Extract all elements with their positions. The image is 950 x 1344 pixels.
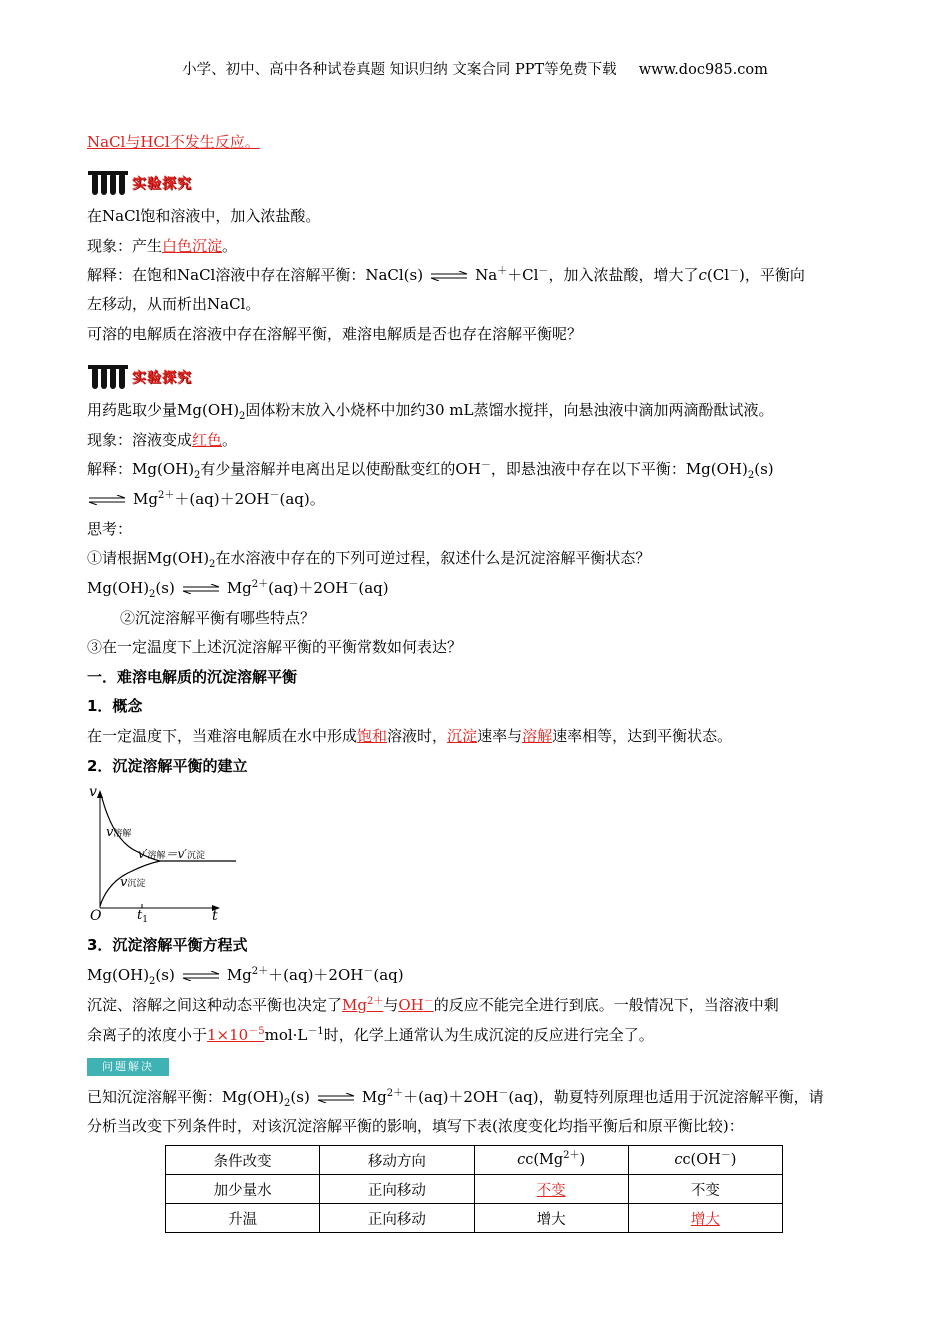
para-1: 在NaCl饱和溶液中，加入浓盐酸。	[87, 207, 321, 225]
badge-title: 实验探究	[132, 176, 192, 192]
question-1: ①请根据$Mg(OH)_2$在水溶液中存在的下列可逆过程，叙述什么是沉淀溶解平衡状态？	[87, 549, 651, 570]
heading-establish: 2．沉淀溶解平衡的建立	[87, 757, 248, 775]
table-row	[166, 1175, 783, 1204]
problem-solving-badge: 问题解决	[87, 1058, 169, 1076]
table-cell: 不变	[628, 1175, 782, 1204]
para-10: 在一定温度下，当难溶电解质在水中形成饱和溶液时，沉淀速率与溶解速率相等，达到平衡状态。	[87, 727, 733, 745]
think-label: 思考：	[87, 520, 133, 538]
question-3: ③在一定温度下上述沉淀溶解平衡的平衡常数如何表达？	[87, 638, 463, 656]
table-header-cell: cc(OH－)	[628, 1146, 782, 1175]
para-13: 已知沉淀溶解平衡：$Mg(OH)_2(s)$ $Mg^{2+}+(aq)+2OH^-(aq)$，勒夏特列原理也适用于沉淀溶解平衡，请	[87, 1088, 824, 1109]
header-text: 小学、初中、高中各种试卷真题 知识归纳 文案合同 PPT等免费下载	[182, 62, 617, 78]
equilibrium-arrow-icon	[181, 584, 221, 594]
table-cell: 加少量水	[166, 1175, 320, 1204]
rate-time-graph	[86, 786, 246, 922]
test-tubes-icon	[88, 169, 128, 197]
heading-concept: 1．概念	[87, 697, 143, 715]
y-axis-arrow	[97, 790, 103, 798]
para-12: 余离子的浓度小于$1\times 10^{-5}mol\cdot L^{-1}$时，化学上通常认为生成沉淀的反应进行完全了。	[87, 1026, 654, 1044]
heading-equation: 3．沉淀溶解平衡方程式	[87, 936, 248, 954]
equilibrium-label: v′溶解＝v′沉淀	[138, 847, 206, 861]
experiment-badge-1	[88, 168, 192, 198]
equilibrium-arrow-icon	[316, 1093, 356, 1103]
table-cell: 升温	[166, 1204, 320, 1233]
badge-title: 实验探究	[132, 370, 192, 386]
para-7: 现象：溶液变成红色。	[87, 431, 238, 449]
table-header-cell: 条件改变	[166, 1146, 320, 1175]
para-6: 用药匙取少量$Mg(OH)_2$固体粉末放入小烧杯中加约30 mL蒸馏水搅拌，向悬浊液中滴加两滴酚酞试液。	[87, 401, 774, 422]
equation-2: $Mg(OH)_2(s)$ $Mg^{2+}+(aq)+2OH^-(aq)$	[87, 966, 404, 987]
table-cell: 不变	[474, 1175, 628, 1204]
table-header-cell: $cc(Mg^{2+})$	[474, 1146, 628, 1175]
origin-label: O	[90, 908, 102, 922]
para-5: 可溶的电解质在溶液中存在溶解平衡，难溶电解质是否也存在溶解平衡呢？	[87, 325, 583, 343]
table-cell: 正向移动	[320, 1175, 474, 1204]
test-tubes-icon	[88, 363, 128, 391]
equilibrium-arrow-icon	[429, 271, 469, 281]
equilibrium-table	[165, 1145, 783, 1233]
t-axis-label: t	[212, 908, 218, 922]
equation-1: $Mg(OH)_2(s)$ $Mg^{2+}(aq)+2OH^-(aq)$	[87, 579, 389, 600]
para-8: 解释：$Mg(OH)_2$有少量溶解并电离出足以使酚酞变红的OH－，即悬浊液中存在以下平衡：$Mg(OH)_2(s)$	[87, 460, 774, 481]
table-header-cell: 移动方向	[320, 1146, 474, 1175]
para-4: 左移动，从而析出NaCl。	[87, 295, 261, 313]
t1-label: $t_1$	[137, 908, 148, 922]
v-dissolve-label: v溶解	[106, 825, 132, 840]
experiment-badge-2	[88, 362, 192, 392]
page-header	[0, 58, 950, 79]
line-nacl-hcl: NaCl与HCl不发生反应。	[87, 133, 260, 151]
table-cell: 增大	[474, 1204, 628, 1233]
header-url[interactable]: www.doc985.com	[638, 62, 768, 78]
para-14: 分析当改变下列条件时，对该沉淀溶解平衡的影响，填写下表(浓度变化均指平衡后和原平衡比较)：	[87, 1117, 744, 1135]
heading-1: 一．难溶电解质的沉淀溶解平衡	[87, 668, 298, 686]
question-2: ②沉淀溶解平衡有哪些特点？	[120, 609, 316, 627]
para-9: $Mg^{2+}+(aq)+2OH^-(aq)$。	[87, 489, 325, 509]
equilibrium-arrow-icon	[87, 495, 127, 505]
v-axis-label: v	[89, 786, 97, 800]
table-header-row	[166, 1146, 783, 1175]
para-11: 沉淀、溶解之间这种动态平衡也决定了$Mg^{2+}$与OH－的反应不能完全进行到底。一般情况下，当溶液中剩	[87, 996, 779, 1014]
table-row	[166, 1204, 783, 1233]
equilibrium-arrow-icon	[181, 971, 221, 981]
table-cell: 正向移动	[320, 1204, 474, 1233]
para-3: 解释：在饱和NaCl溶液中存在溶解平衡：NaCl(s) Na＋＋Cl－，加入浓盐酸，增大了c(Cl－)，平衡向	[87, 266, 805, 284]
para-2: 现象：产生白色沉淀。	[87, 237, 238, 255]
v-precipitate-label: v沉淀	[120, 875, 146, 890]
table-cell: 增大	[628, 1204, 782, 1233]
